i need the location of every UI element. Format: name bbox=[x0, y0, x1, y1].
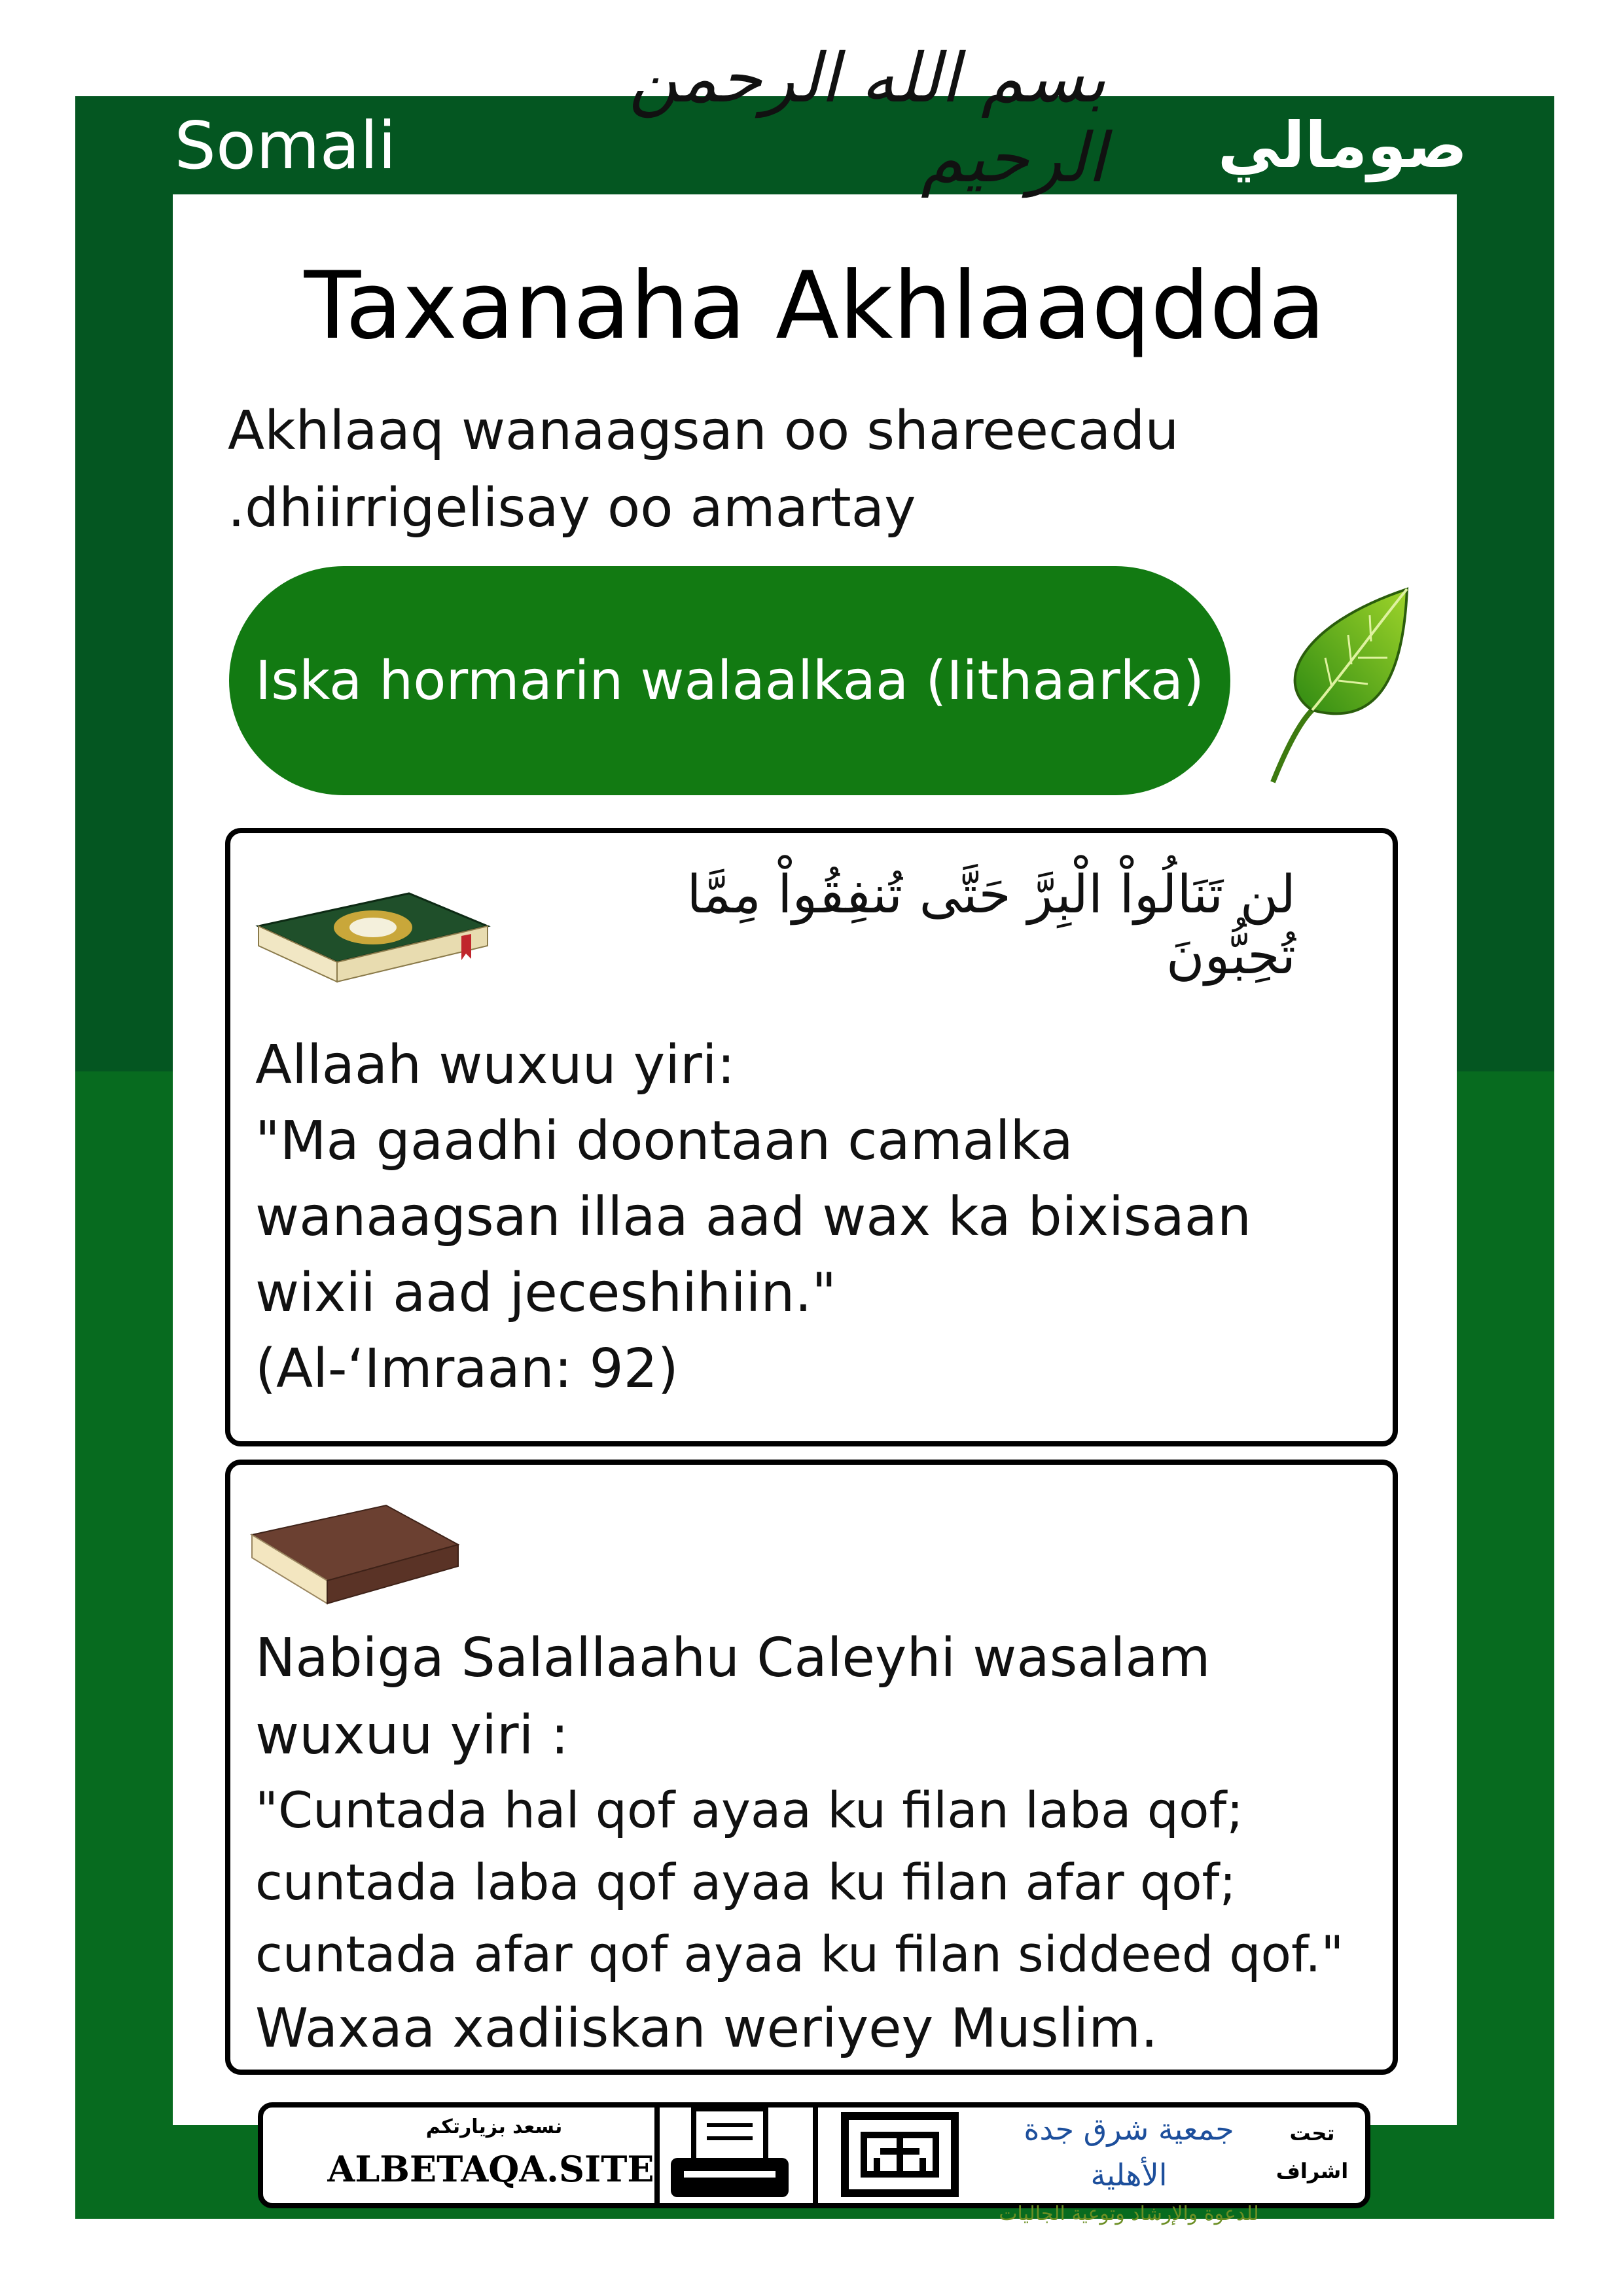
book-icon bbox=[249, 1489, 465, 1607]
translation-line: Allaah wuxuu yiri: bbox=[255, 1034, 736, 1096]
association-logo bbox=[995, 2106, 1263, 2225]
hadith-source: Waxaa xadiiskan weriyey Muslim. bbox=[255, 1998, 1158, 2060]
language-tab-english: Somali bbox=[75, 96, 495, 194]
leaf-icon bbox=[1260, 586, 1417, 795]
supervision-line: تحت bbox=[1289, 2121, 1335, 2145]
dawah-logo-mark bbox=[831, 2102, 969, 2208]
quran-ayah: لن تَنَالُواْ الْبِرَّ حَتَّى تُنفِقُواْ مِمَّا تُحِبُّونَ bbox=[687, 864, 1296, 986]
hadith-intro-line: wuxuu yiri : bbox=[255, 1704, 569, 1767]
quran-translation bbox=[255, 1028, 1381, 1407]
hadith-quote-line: cuntada laba qof ayaa ku filan afar qof; bbox=[255, 1853, 1236, 1911]
supervision-line: اشراف bbox=[1275, 2159, 1349, 2183]
hadith-quote-line: cuntada afar qof ayaa ku filan siddeed qof." bbox=[255, 1925, 1344, 1983]
footer-visit-text: نسعد بزيارتكم bbox=[425, 2115, 563, 2138]
footer-site-link[interactable]: ALBETAQA.SITE bbox=[327, 2148, 654, 2190]
hadith-quote-line: "Cuntada hal qof ayaa ku filan laba qof; bbox=[255, 1781, 1243, 1839]
association-name: جمعية شرق جدة الأهلية bbox=[1024, 2111, 1234, 2193]
page-title: Taxanaha Akhlaaqdda bbox=[304, 252, 1326, 360]
basmala-calligraphy bbox=[517, 38, 1106, 198]
supervision-label bbox=[1266, 2114, 1358, 2190]
quran-book-icon bbox=[252, 854, 494, 985]
subtitle bbox=[228, 393, 1340, 547]
subtitle-line: .dhiirrigelisay oo amartay bbox=[228, 477, 916, 539]
subtitle-line: Akhlaaq wanaagsan oo shareecadu bbox=[228, 400, 1179, 462]
language-tab-arabic: صومالي bbox=[1131, 96, 1554, 194]
hadith-intro-line: Nabiga Salallaahu Caleyhi wasalam bbox=[255, 1627, 1211, 1689]
basmala-text: بسم الله الرحمن الرحيم bbox=[628, 38, 1106, 198]
printer-icon bbox=[654, 2102, 818, 2208]
translation-line: wixii aad jeceshihiin." bbox=[255, 1262, 837, 1324]
topic-banner bbox=[229, 566, 1230, 795]
topic-label: Iska hormarin walaalkaa (Iithaarka) bbox=[255, 649, 1204, 712]
association-tagline: للدعوة والإرشاد وتوعية الجاليات bbox=[999, 2202, 1259, 2225]
verse-reference: (Al-‘Imraan: 92) bbox=[255, 1338, 679, 1400]
translation-line: wanaagsan illaa aad wax ka bixisaan bbox=[255, 1186, 1251, 1248]
dawah-logo bbox=[831, 2102, 969, 2208]
hadith-text bbox=[255, 1620, 1381, 2068]
translation-line: "Ma gaadhi doontaan camalka bbox=[255, 1110, 1073, 1172]
